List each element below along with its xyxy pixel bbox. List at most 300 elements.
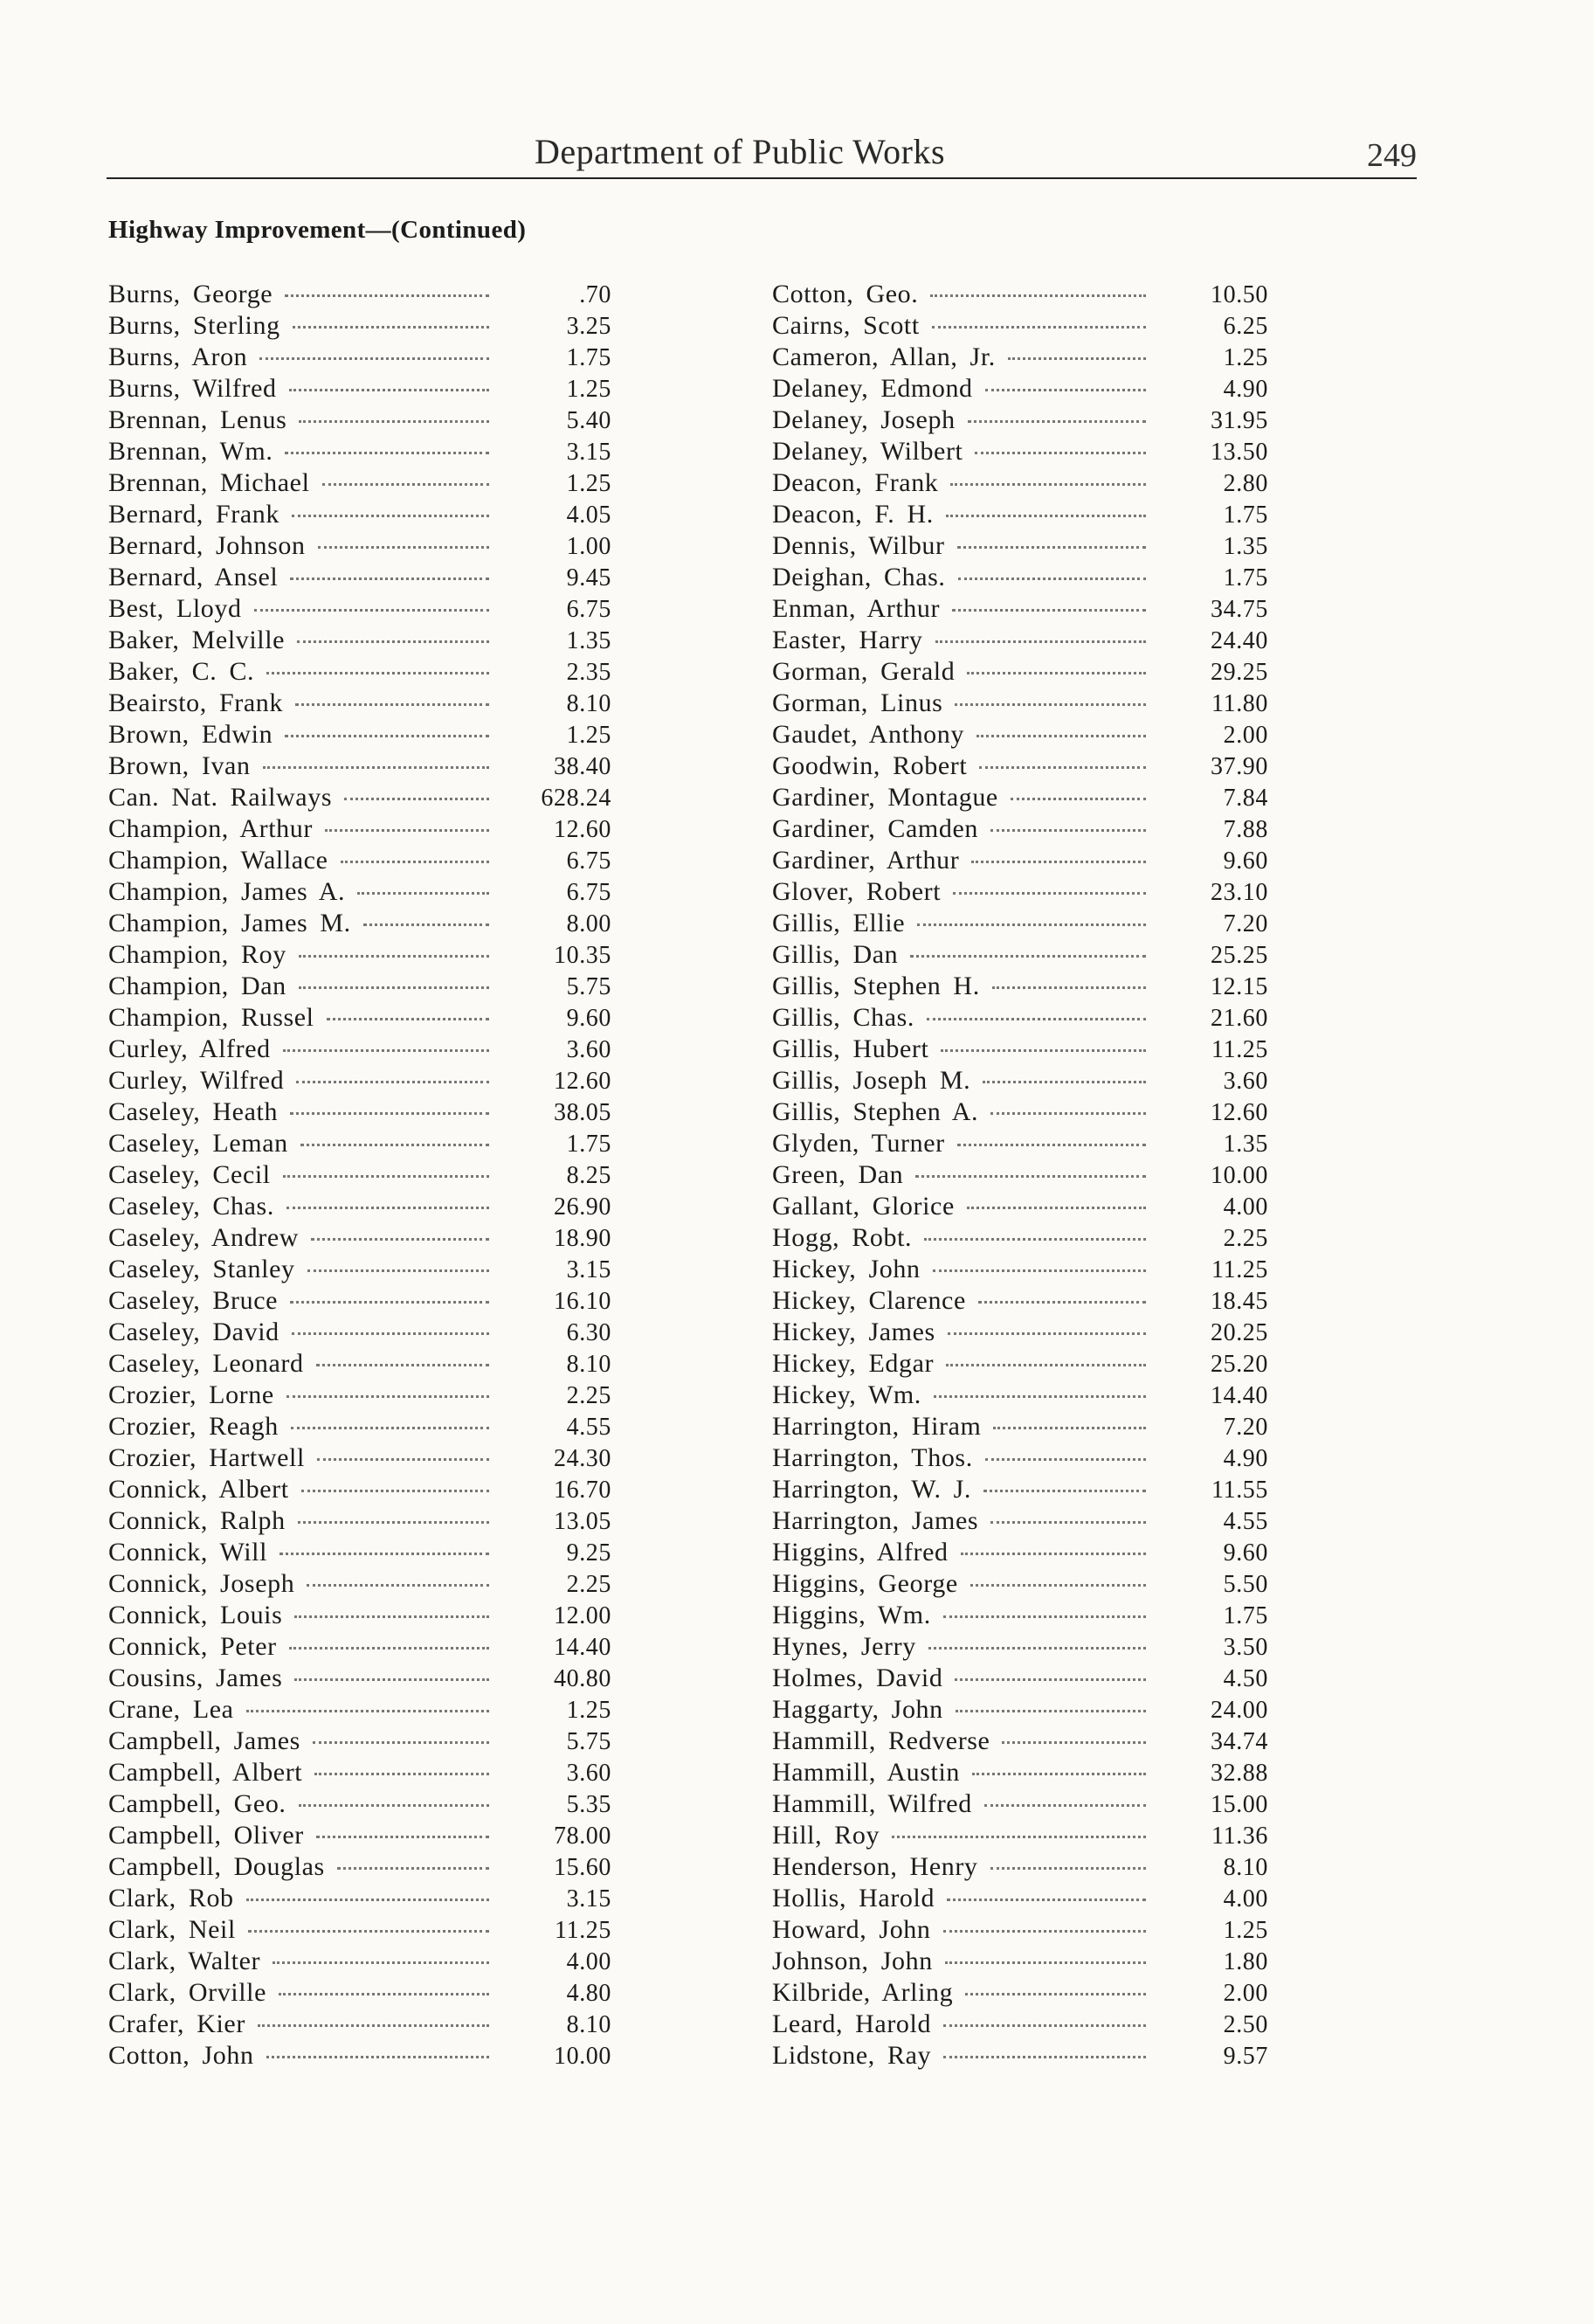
- ledger-entry: [108, 877, 611, 909]
- entry-amount: 14.40: [554, 1634, 611, 1661]
- entry-amount: 9.60: [1223, 1539, 1268, 1567]
- dot-leader: [290, 1112, 489, 1115]
- entry-name: Clark, Rob: [108, 1884, 234, 1912]
- dot-leader: [932, 326, 1146, 329]
- ledger-entry: [108, 1506, 611, 1538]
- entry-name: Hammill, Redverse: [772, 1726, 990, 1755]
- entry-amount: 2.00: [1223, 722, 1268, 749]
- dot-leader: [1002, 1741, 1146, 1744]
- dot-leader: [978, 1301, 1146, 1304]
- ledger-entry: [772, 468, 1268, 500]
- entry-amount: 3.15: [566, 1885, 611, 1912]
- dot-leader: [283, 1049, 489, 1052]
- entry-amount: 1.75: [1223, 564, 1268, 591]
- ledger-entry: [772, 1726, 1268, 1758]
- entry-name: Hammill, Wilfred: [772, 1789, 972, 1818]
- dot-leader: [363, 923, 489, 926]
- entry-name: Kilbride, Arling: [772, 1978, 954, 2007]
- entry-name: Clark, Walter: [108, 1947, 261, 1975]
- entry-amount: 4.05: [566, 501, 611, 529]
- ledger-entry: [108, 940, 611, 972]
- dot-leader: [990, 1112, 1146, 1115]
- dot-leader: [259, 357, 489, 360]
- entry-amount: 4.00: [566, 1948, 611, 1975]
- ledger-entry: [108, 342, 611, 374]
- ledger-entry: [108, 311, 611, 342]
- ledger-entry: [108, 1978, 611, 2009]
- dot-leader: [948, 1332, 1146, 1335]
- dot-leader: [316, 1364, 489, 1366]
- ledger-entry: [772, 1821, 1268, 1852]
- dot-leader: [295, 703, 489, 706]
- ledger-entry: [772, 1632, 1268, 1663]
- dot-leader: [955, 1678, 1146, 1681]
- entry-amount: 15.60: [554, 1854, 611, 1881]
- entry-amount: 11.55: [1211, 1477, 1268, 1504]
- entry-name: Cameron, Allan, Jr.: [772, 342, 996, 371]
- ledger-entry: [108, 2041, 611, 2072]
- dot-leader: [294, 1678, 489, 1681]
- dot-leader: [296, 1081, 489, 1083]
- entry-amount: 9.60: [566, 1005, 611, 1032]
- entry-amount: 3.60: [566, 1760, 611, 1787]
- ledger-entry: [108, 1380, 611, 1412]
- entry-amount: 7.20: [1223, 1414, 1268, 1441]
- ledger-entry: [108, 468, 611, 500]
- entry-amount: 24.30: [554, 1445, 611, 1472]
- dot-leader: [1011, 798, 1146, 800]
- entry-name: Higgins, Wm.: [772, 1601, 931, 1629]
- dot-leader: [945, 1961, 1146, 1964]
- entry-name: Dennis, Wilbur: [772, 531, 945, 560]
- entry-name: Caseley, Andrew: [108, 1223, 299, 1252]
- entry-amount: 8.00: [566, 910, 611, 937]
- dot-leader: [318, 546, 489, 549]
- dot-leader: [273, 1961, 489, 1964]
- entry-name: Campbell, Douglas: [108, 1852, 325, 1881]
- entry-name: Johnson, John: [772, 1947, 933, 1975]
- ledger-entry: [772, 1192, 1268, 1223]
- entry-name: Champion, James A.: [108, 877, 346, 906]
- dot-leader: [950, 483, 1146, 486]
- ledger-entry: [772, 405, 1268, 437]
- entry-amount: 34.75: [1211, 596, 1268, 623]
- dot-leader: [293, 326, 489, 329]
- entry-name: Crozier, Hartwell: [108, 1443, 305, 1472]
- entry-amount: 1.25: [566, 470, 611, 497]
- entry-amount: 24.40: [1211, 627, 1268, 654]
- ledger-entry: [772, 909, 1268, 940]
- entry-amount: 18.90: [554, 1225, 611, 1252]
- dot-leader: [943, 1615, 1146, 1618]
- entry-name: Harrington, W. J.: [772, 1475, 972, 1504]
- entry-amount: 8.25: [566, 1162, 611, 1189]
- dot-leader: [934, 1395, 1146, 1398]
- entry-name: Higgins, Alfred: [772, 1538, 949, 1567]
- dot-leader: [953, 892, 1146, 895]
- ledger-entry: [772, 1506, 1268, 1538]
- dot-leader: [943, 2024, 1146, 2027]
- entry-amount: 1.00: [566, 533, 611, 560]
- ledger-entry: [772, 940, 1268, 972]
- entry-amount: 16.10: [554, 1288, 611, 1315]
- header-rule: [107, 177, 1417, 179]
- dot-leader: [955, 703, 1146, 706]
- entry-name: Bernard, Frank: [108, 500, 280, 529]
- dot-leader: [965, 1993, 1146, 1995]
- ledger-entry: [772, 1129, 1268, 1160]
- entry-name: Howard, John: [772, 1915, 931, 1944]
- ledger-entry: [108, 1034, 611, 1066]
- entry-name: Gillis, Hubert: [772, 1034, 929, 1063]
- dot-leader: [325, 829, 489, 832]
- entry-name: Connick, Joseph: [108, 1569, 295, 1598]
- dot-leader: [956, 1710, 1146, 1712]
- dot-leader: [290, 578, 489, 580]
- dot-leader: [935, 640, 1146, 643]
- entry-amount: 34.74: [1211, 1728, 1268, 1755]
- ledger-entry: [772, 1475, 1268, 1506]
- entry-amount: 4.90: [1223, 1445, 1268, 1472]
- ledger-entry: [772, 783, 1268, 814]
- ledger-entry: [772, 1318, 1268, 1349]
- ledger-entry: [108, 909, 611, 940]
- ledger-entry: [108, 1318, 611, 1349]
- ledger-entry: [772, 720, 1268, 751]
- entry-amount: 9.60: [1223, 847, 1268, 875]
- entry-name: Caseley, Stanley: [108, 1255, 295, 1283]
- entry-name: Champion, Roy: [108, 940, 286, 969]
- dot-leader: [975, 452, 1146, 454]
- entry-name: Harrington, Thos.: [772, 1443, 973, 1472]
- entry-amount: 12.60: [1211, 1099, 1268, 1126]
- left-column: [108, 280, 611, 2072]
- entry-name: Hogg, Robt.: [772, 1223, 913, 1252]
- ledger-entry: [772, 1003, 1268, 1034]
- dot-leader: [344, 798, 489, 800]
- entry-name: Gardiner, Montague: [772, 783, 998, 812]
- ledger-entry: [108, 563, 611, 594]
- entry-amount: 78.00: [554, 1823, 611, 1850]
- entry-name: Champion, Wallace: [108, 846, 328, 875]
- entry-amount: 3.15: [566, 1256, 611, 1283]
- entry-amount: 7.88: [1223, 816, 1268, 843]
- entry-amount: 38.05: [554, 1099, 611, 1126]
- entry-amount: 4.90: [1223, 376, 1268, 403]
- entry-name: Beairsto, Frank: [108, 688, 283, 717]
- section-title: Highway Improvement—(Continued): [108, 216, 527, 244]
- dot-leader: [322, 483, 489, 486]
- dot-leader: [990, 1867, 1146, 1870]
- entry-name: Hynes, Jerry: [772, 1632, 916, 1661]
- entry-name: Campbell, James: [108, 1726, 300, 1755]
- dot-leader: [307, 1269, 489, 1272]
- dot-leader: [930, 294, 1146, 297]
- entry-name: Delaney, Joseph: [772, 405, 956, 434]
- dot-leader: [283, 1175, 489, 1178]
- entry-amount: 38.40: [554, 753, 611, 780]
- entry-amount: 2.50: [1223, 2011, 1268, 2038]
- ledger-entry: [108, 846, 611, 877]
- ledger-entry: [772, 1758, 1268, 1789]
- ledger-entry: [772, 2041, 1268, 2072]
- entry-name: Brown, Edwin: [108, 720, 273, 749]
- entry-name: Cousins, James: [108, 1663, 283, 1692]
- entry-name: Goodwin, Robert: [772, 751, 968, 780]
- entry-name: Caseley, Cecil: [108, 1160, 271, 1189]
- entry-name: Gillis, Stephen A.: [772, 1097, 979, 1126]
- entry-amount: 1.25: [1223, 344, 1268, 371]
- entry-amount: 25.25: [1211, 942, 1268, 969]
- entry-amount: 26.90: [554, 1193, 611, 1221]
- ledger-entry: [108, 1443, 611, 1475]
- entry-amount: 6.25: [1223, 313, 1268, 340]
- ledger-entry: [772, 751, 1268, 783]
- dot-leader: [317, 1458, 489, 1461]
- dot-leader: [254, 609, 489, 612]
- page-header-title: Department of Public Works: [535, 132, 946, 171]
- ledger-entry: [772, 1034, 1268, 1066]
- entry-name: Gorman, Gerald: [772, 657, 956, 686]
- dot-leader: [958, 578, 1146, 580]
- dot-leader: [314, 1773, 489, 1775]
- ledger-entry: [108, 720, 611, 751]
- ledger-entry: [108, 1884, 611, 1915]
- ledger-entry: [108, 1695, 611, 1726]
- ledger-entry: [108, 374, 611, 405]
- entry-amount: 1.75: [1223, 501, 1268, 529]
- ledger-entry: [772, 814, 1268, 846]
- entry-name: Caseley, Bruce: [108, 1286, 279, 1315]
- dot-leader: [993, 1427, 1146, 1429]
- entry-amount: 23.10: [1211, 879, 1268, 906]
- entry-amount: 8.10: [566, 1351, 611, 1378]
- entry-name: Connick, Will: [108, 1538, 268, 1567]
- dot-leader: [285, 735, 489, 737]
- dot-leader: [299, 1804, 489, 1807]
- entry-name: Gardiner, Arthur: [772, 846, 960, 875]
- ledger-entry: [108, 1538, 611, 1569]
- entry-name: Bernard, Johnson: [108, 531, 306, 560]
- entry-amount: 6.75: [566, 596, 611, 623]
- dot-leader: [341, 861, 490, 863]
- ledger-entry: [772, 1789, 1268, 1821]
- entry-amount: 12.60: [554, 816, 611, 843]
- dot-leader: [266, 2056, 489, 2058]
- entry-amount: 1.35: [1223, 1131, 1268, 1158]
- dot-leader: [298, 1521, 489, 1524]
- entry-amount: 1.35: [566, 627, 611, 654]
- entry-name: Burns, Aron: [108, 342, 248, 371]
- entry-name: Gillis, Joseph M.: [772, 1066, 971, 1095]
- dot-leader: [292, 515, 489, 517]
- ledger-entry: [108, 437, 611, 468]
- entry-name: Can. Nat. Railways: [108, 783, 333, 812]
- dot-leader: [337, 1867, 489, 1870]
- ledger-entry: [772, 2009, 1268, 2041]
- entry-amount: 4.55: [566, 1414, 611, 1441]
- dot-leader: [915, 1175, 1146, 1178]
- dot-leader: [327, 1018, 489, 1020]
- dot-leader: [967, 672, 1146, 674]
- dot-leader: [971, 861, 1146, 863]
- entry-name: Cairns, Scott: [772, 311, 920, 340]
- dot-leader: [297, 640, 489, 643]
- entry-amount: 3.60: [1223, 1068, 1268, 1095]
- entry-amount: 5.35: [566, 1791, 611, 1818]
- ledger-entry: [772, 1255, 1268, 1286]
- dot-leader: [961, 1553, 1146, 1555]
- dot-leader: [311, 1238, 489, 1241]
- entry-name: Holmes, David: [772, 1663, 943, 1692]
- entry-name: Haggarty, John: [772, 1695, 943, 1724]
- entry-name: Champion, Arthur: [108, 814, 313, 843]
- ledger-entry: [108, 1097, 611, 1129]
- ledger-entry: [772, 1601, 1268, 1632]
- dot-leader: [1008, 357, 1146, 360]
- entry-name: Burns, Sterling: [108, 311, 280, 340]
- dot-leader: [279, 1993, 489, 1995]
- entry-amount: 25.20: [1211, 1351, 1268, 1378]
- dot-leader: [910, 955, 1146, 958]
- ledger-entry: [772, 500, 1268, 531]
- ledger-entry: [108, 1066, 611, 1097]
- ledger-entry: [772, 531, 1268, 563]
- entry-name: Hammill, Austin: [772, 1758, 961, 1787]
- dot-leader: [279, 1553, 489, 1555]
- ledger-entry: [772, 1286, 1268, 1318]
- ledger-entry: [108, 1632, 611, 1663]
- entry-amount: 11.36: [1211, 1823, 1268, 1850]
- entry-name: Burns, Wilfred: [108, 374, 277, 403]
- ledger-entry: [108, 1821, 611, 1852]
- entry-amount: 11.80: [1211, 690, 1268, 717]
- dot-leader: [313, 1741, 489, 1744]
- entry-name: Hickey, Clarence: [772, 1286, 966, 1315]
- entry-amount: 3.60: [566, 1036, 611, 1063]
- entry-amount: 10.35: [554, 942, 611, 969]
- ledger-entry: [108, 751, 611, 783]
- entry-amount: 10.50: [1211, 281, 1268, 308]
- entry-amount: 2.00: [1223, 1980, 1268, 2007]
- ledger-entry: [108, 500, 611, 531]
- ledger-entry: [108, 626, 611, 657]
- entry-amount: 4.55: [1223, 1508, 1268, 1535]
- entry-name: Lidstone, Ray: [772, 2041, 932, 2070]
- entry-amount: 2.25: [1223, 1225, 1268, 1252]
- entry-amount: 11.25: [1211, 1036, 1268, 1063]
- ledger-entry: [772, 1349, 1268, 1380]
- dot-leader: [286, 1207, 489, 1209]
- entry-name: Burns, George: [108, 280, 273, 308]
- dot-leader: [947, 1899, 1146, 1901]
- dot-leader: [301, 1490, 489, 1492]
- ledger-entry: [108, 1601, 611, 1632]
- dot-leader: [972, 1773, 1146, 1775]
- ledger-entry: [108, 1192, 611, 1223]
- entry-amount: 6.30: [566, 1319, 611, 1346]
- entry-name: Connick, Albert: [108, 1475, 289, 1504]
- entry-name: Cotton, John: [108, 2041, 254, 2070]
- ledger-entry: [772, 1569, 1268, 1601]
- dot-leader: [248, 1930, 489, 1933]
- ledger-entry: [772, 1380, 1268, 1412]
- ledger-entry: [108, 1286, 611, 1318]
- ledger-entry: [772, 437, 1268, 468]
- dot-leader: [990, 829, 1146, 832]
- entry-name: Crozier, Reagh: [108, 1412, 279, 1441]
- entry-name: Caseley, Leonard: [108, 1349, 304, 1378]
- ledger-entry: [108, 1758, 611, 1789]
- entry-name: Higgins, George: [772, 1569, 958, 1598]
- dot-leader: [291, 1427, 489, 1429]
- dot-leader: [952, 609, 1146, 612]
- entry-name: Brennan, Michael: [108, 468, 310, 497]
- entry-amount: 11.25: [1211, 1256, 1268, 1283]
- entry-name: Glover, Robert: [772, 877, 942, 906]
- ledger-entry: [108, 1726, 611, 1758]
- ledger-entry: [772, 1695, 1268, 1726]
- ledger-entry: [108, 783, 611, 814]
- dot-leader: [984, 1804, 1146, 1807]
- entry-name: Henderson, Henry: [772, 1852, 978, 1881]
- entry-amount: 1.25: [1223, 1917, 1268, 1944]
- entry-amount: 13.05: [554, 1508, 611, 1535]
- entry-name: Champion, James M.: [108, 909, 351, 937]
- entry-amount: 29.25: [1211, 659, 1268, 686]
- dot-leader: [263, 766, 489, 769]
- entry-name: Crafer, Kier: [108, 2009, 245, 2038]
- ledger-entry: [772, 846, 1268, 877]
- entry-amount: 2.80: [1223, 470, 1268, 497]
- entry-name: Cotton, Geo.: [772, 280, 919, 308]
- entry-name: Gardiner, Camden: [772, 814, 978, 843]
- entry-amount: 3.15: [566, 439, 611, 466]
- entry-amount: 32.88: [1211, 1760, 1268, 1787]
- ledger-entry: [108, 1947, 611, 1978]
- entry-amount: 12.00: [554, 1602, 611, 1629]
- entry-amount: 24.00: [1211, 1697, 1268, 1724]
- ledger-entry: [108, 1852, 611, 1884]
- dot-leader: [933, 1269, 1146, 1272]
- dot-leader: [992, 986, 1146, 989]
- entry-amount: 1.80: [1223, 1948, 1268, 1975]
- entry-amount: 1.35: [1223, 533, 1268, 560]
- dot-leader: [943, 2056, 1146, 2058]
- ledger-entry: [108, 1475, 611, 1506]
- dot-leader: [968, 420, 1146, 423]
- ledger-entry: [772, 688, 1268, 720]
- dot-leader: [292, 1332, 489, 1335]
- entry-name: Leard, Harold: [772, 2009, 932, 2038]
- dot-leader: [924, 1238, 1146, 1241]
- entry-name: Crozier, Lorne: [108, 1380, 274, 1409]
- entry-amount: 4.00: [1223, 1193, 1268, 1221]
- ledger-entry: [772, 594, 1268, 626]
- entry-name: Harrington, Hiram: [772, 1412, 982, 1441]
- ledger-entry: [108, 688, 611, 720]
- entry-name: Connick, Ralph: [108, 1506, 286, 1535]
- entry-amount: 3.25: [566, 313, 611, 340]
- dot-leader: [892, 1836, 1146, 1838]
- ledger-entry: [108, 1915, 611, 1947]
- entry-name: Brennan, Lenus: [108, 405, 287, 434]
- entry-name: Hickey, James: [772, 1318, 935, 1346]
- entry-amount: 1.25: [566, 1697, 611, 1724]
- dot-leader: [294, 1615, 489, 1618]
- entry-amount: 1.25: [566, 722, 611, 749]
- entry-name: Clark, Orville: [108, 1978, 267, 2007]
